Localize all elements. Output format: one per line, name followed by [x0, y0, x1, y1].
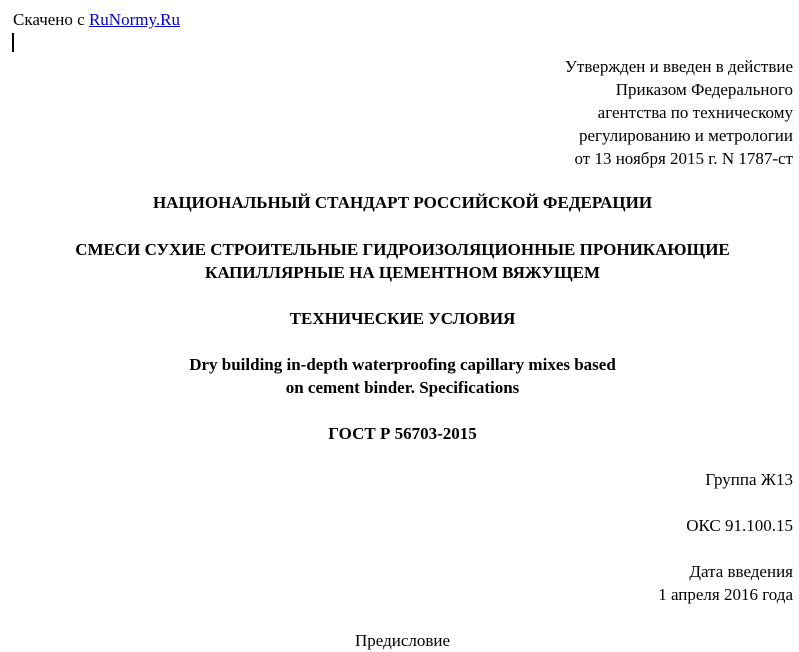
approval-line: регулированию и метрологии [578, 126, 793, 145]
source-line [13, 8, 180, 31]
source-link[interactable]: RuNormy.Ru [88, 10, 180, 29]
standard-title: НАЦИОНАЛЬНЫЙ СТАНДАРТ РОССИЙСКОЙ ФЕДЕРАЦИИ [152, 193, 653, 212]
product-title [0, 238, 799, 284]
introduction-date-label: Дата введения [689, 562, 793, 581]
preface-heading: Предисловие [354, 631, 451, 650]
approval-line: от 13 ноября 2015 г. N 1787-ст [574, 149, 793, 168]
approval-block [565, 55, 793, 170]
introduction-date [658, 560, 793, 606]
oks-code: ОКС 91.100.15 [686, 516, 793, 535]
introduction-date-value: 1 апреля 2016 года [658, 585, 793, 604]
english-title-line: on cement binder. Specifications [285, 378, 520, 397]
approval-line: агентства по техническому [597, 103, 793, 122]
document-subtitle: ТЕХНИЧЕСКИЕ УСЛОВИЯ [289, 309, 516, 328]
product-title-line: СМЕСИ СУХИЕ СТРОИТЕЛЬНЫЕ ГИДРОИЗОЛЯЦИОННЫЕ ПРОНИКАЮЩИЕ [75, 240, 730, 259]
group-code: Группа Ж13 [705, 470, 793, 489]
approval-line: Утвержден и введен в действие [564, 57, 793, 76]
text-cursor [12, 33, 14, 52]
english-title [0, 353, 799, 399]
approval-line: Приказом Федерального [615, 80, 793, 99]
english-title-line: Dry building in-depth waterproofing capillary mixes based [189, 355, 616, 374]
product-title-line: КАПИЛЛЯРНЫЕ НА ЦЕМЕНТНОМ ВЯЖУЩЕМ [205, 263, 600, 282]
source-prefix: Скачено с [13, 10, 89, 29]
standard-designation: ГОСТ Р 56703-2015 [328, 424, 477, 443]
